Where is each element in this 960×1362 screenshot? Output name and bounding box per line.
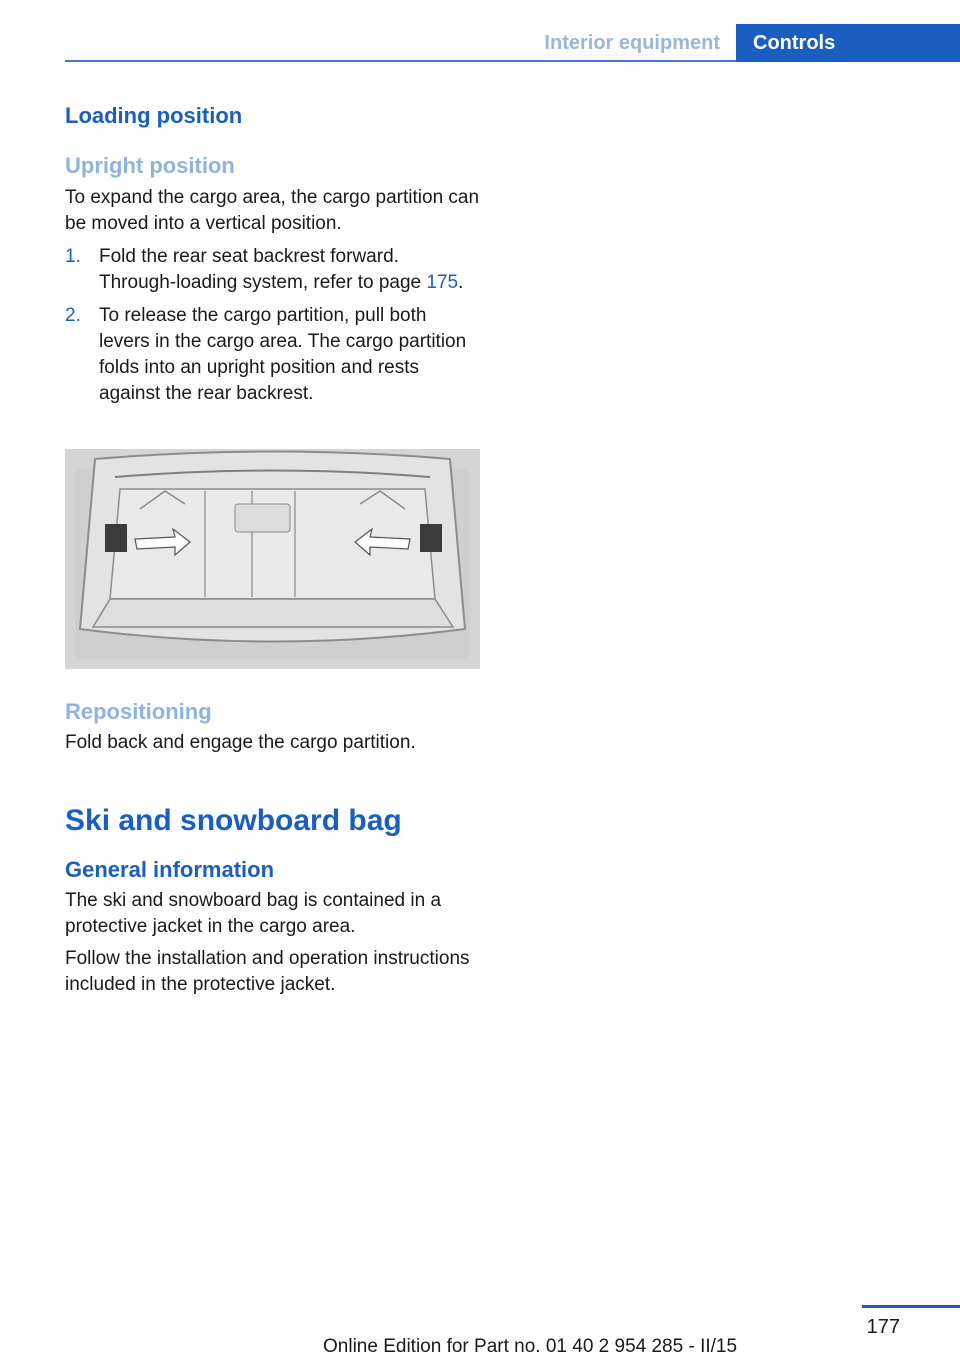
step-text: Fold the rear seat backrest forward. Through-loading system, refer to page [99,246,427,293]
step-number: 1. [65,246,81,267]
loading-position-section [65,102,480,130]
repositioning-section [65,698,480,756]
loading-position-heading: Loading position [65,103,243,128]
page-link[interactable]: 175 [426,272,459,293]
upright-intro: To expand the cargo area, the cargo partition can be moved into a vertical position. [65,187,480,234]
upright-position-heading: Upright position [65,153,235,178]
header-rule [65,60,736,62]
ski-bag-section [65,802,480,998]
step-number: 2. [65,305,81,326]
step-2 [65,303,480,407]
header-chapter-tab: Controls [736,24,960,62]
page-number: 177 [866,1316,900,1338]
upright-position-section [65,152,480,407]
footer-rule [862,1305,960,1308]
general-paragraph-2: Follow the installation and operation instructions included in the protective jacket. [65,948,470,995]
step-text: To release the cargo partition, pull both levers in the cargo area. The cargo partition folds into an upright position and rests against the rear backrest. [99,305,467,404]
step-text-end: . [458,272,464,293]
general-paragraph-1: The ski and snowboard bag is contained in a protective jacket in the cargo area. [65,890,442,937]
step-1 [65,244,480,296]
repositioning-heading: Repositioning [65,699,212,724]
repositioning-text: Fold back and engage the cargo partition. [65,732,416,753]
ski-bag-heading: Ski and snowboard bag [65,804,402,837]
cargo-area-illustration [65,449,480,669]
general-information-heading: General information [65,857,275,882]
edition-info: Online Edition for Part no. 01 40 2 954 285 - II/15 [323,1336,738,1357]
header-section-label: Interior equipment [544,32,720,54]
